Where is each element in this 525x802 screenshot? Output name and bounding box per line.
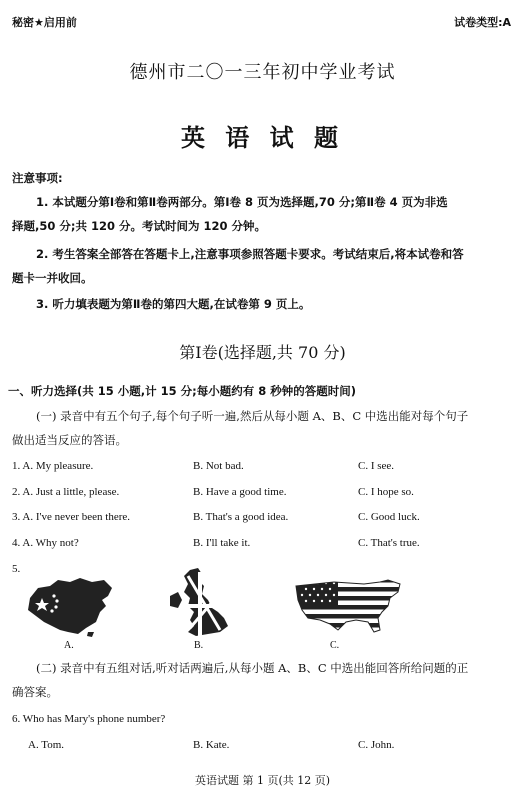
part-2-instruction-line-2: 确答案。 (12, 685, 58, 699)
page-footer: 英语试题 第 1 页(共 12 页) (194, 774, 331, 787)
paper-type: 试卷类型:A (454, 16, 511, 29)
section-1-heading: 一、听力选择(共 15 小题,计 15 分;每小题约有 8 秒钟的答题时间) (8, 384, 357, 398)
question-2-option-b: B. Have a good time. (193, 486, 287, 498)
question-6-option-c: C. John. (358, 739, 395, 751)
question-4-option-a: 4. A. Why not? (12, 537, 79, 549)
question-4-option-c: C. That's true. (358, 537, 420, 549)
question-4-option-b: B. I'll take it. (193, 537, 251, 549)
uk-map-image (168, 566, 234, 638)
map-label-a: A. (64, 640, 74, 651)
question-3-option-b: B. That's a good idea. (193, 511, 289, 523)
secret-label: 秘密★启用前 (12, 16, 77, 29)
notice-item-2-line-1: 2. 考生答案全部答在答题卡上,注意事项参照答题卡要求。考试结束后,将本试卷和答 (36, 247, 464, 261)
question-1-option-b: B. Not bad. (193, 460, 244, 472)
volume-title: 第Ⅰ卷(选择题,共 70 分) (179, 343, 346, 362)
notice-item-1-line-1: 1. 本试题分第Ⅰ卷和第Ⅱ卷两部分。第Ⅰ卷 8 页为选择题,70 分;第Ⅱ卷 4 页为非选 (36, 195, 448, 209)
notice-item-3: 3. 听力填表题为第Ⅱ卷的第四大题,在试卷第 9 页上。 (36, 297, 311, 311)
question-6-option-b: B. Kate. (193, 739, 230, 751)
question-3-option-c: C. Good luck. (358, 511, 420, 523)
question-5-number: 5. (12, 563, 21, 575)
china-map-image (24, 576, 114, 638)
question-6-option-a: A. Tom. (28, 739, 65, 751)
notice-heading: 注意事项: (12, 171, 63, 185)
part-1-instruction-line-1: (一) 录音中有五个句子,每个句子听一遍,然后从每小题 A、B、C 中选出能对每个句子 (36, 409, 469, 423)
question-1-option-c: C. I see. (358, 460, 395, 472)
question-1-option-a: 1. A. My pleasure. (12, 460, 94, 472)
question-6-stem: 6. Who has Mary's phone number? (12, 713, 166, 725)
map-label-b: B. (194, 640, 204, 651)
usa-map-image (294, 578, 404, 636)
notice-item-1-line-2: 择题,50 分;共 120 分。考试时间为 120 分钟。 (12, 219, 266, 233)
question-2-option-a: 2. A. Just a little, please. (12, 486, 120, 498)
part-1-instruction-line-2: 做出适当反应的答语。 (12, 433, 127, 447)
exam-title: 德州市二〇一三年初中学业考试 (129, 62, 396, 83)
question-3-option-a: 3. A. I've never been there. (12, 511, 131, 523)
notice-item-2-line-2: 题卡一并收回。 (12, 271, 93, 285)
map-label-c: C. (330, 640, 340, 651)
question-2-option-c: C. I hope so. (358, 486, 414, 498)
subject-title: 英 语 试 题 (180, 123, 345, 152)
part-2-instruction-line-1: (二) 录音中有五组对话,听对话两遍后,从每小题 A、B、C 中选出能回答所给问题的正 (36, 661, 469, 675)
